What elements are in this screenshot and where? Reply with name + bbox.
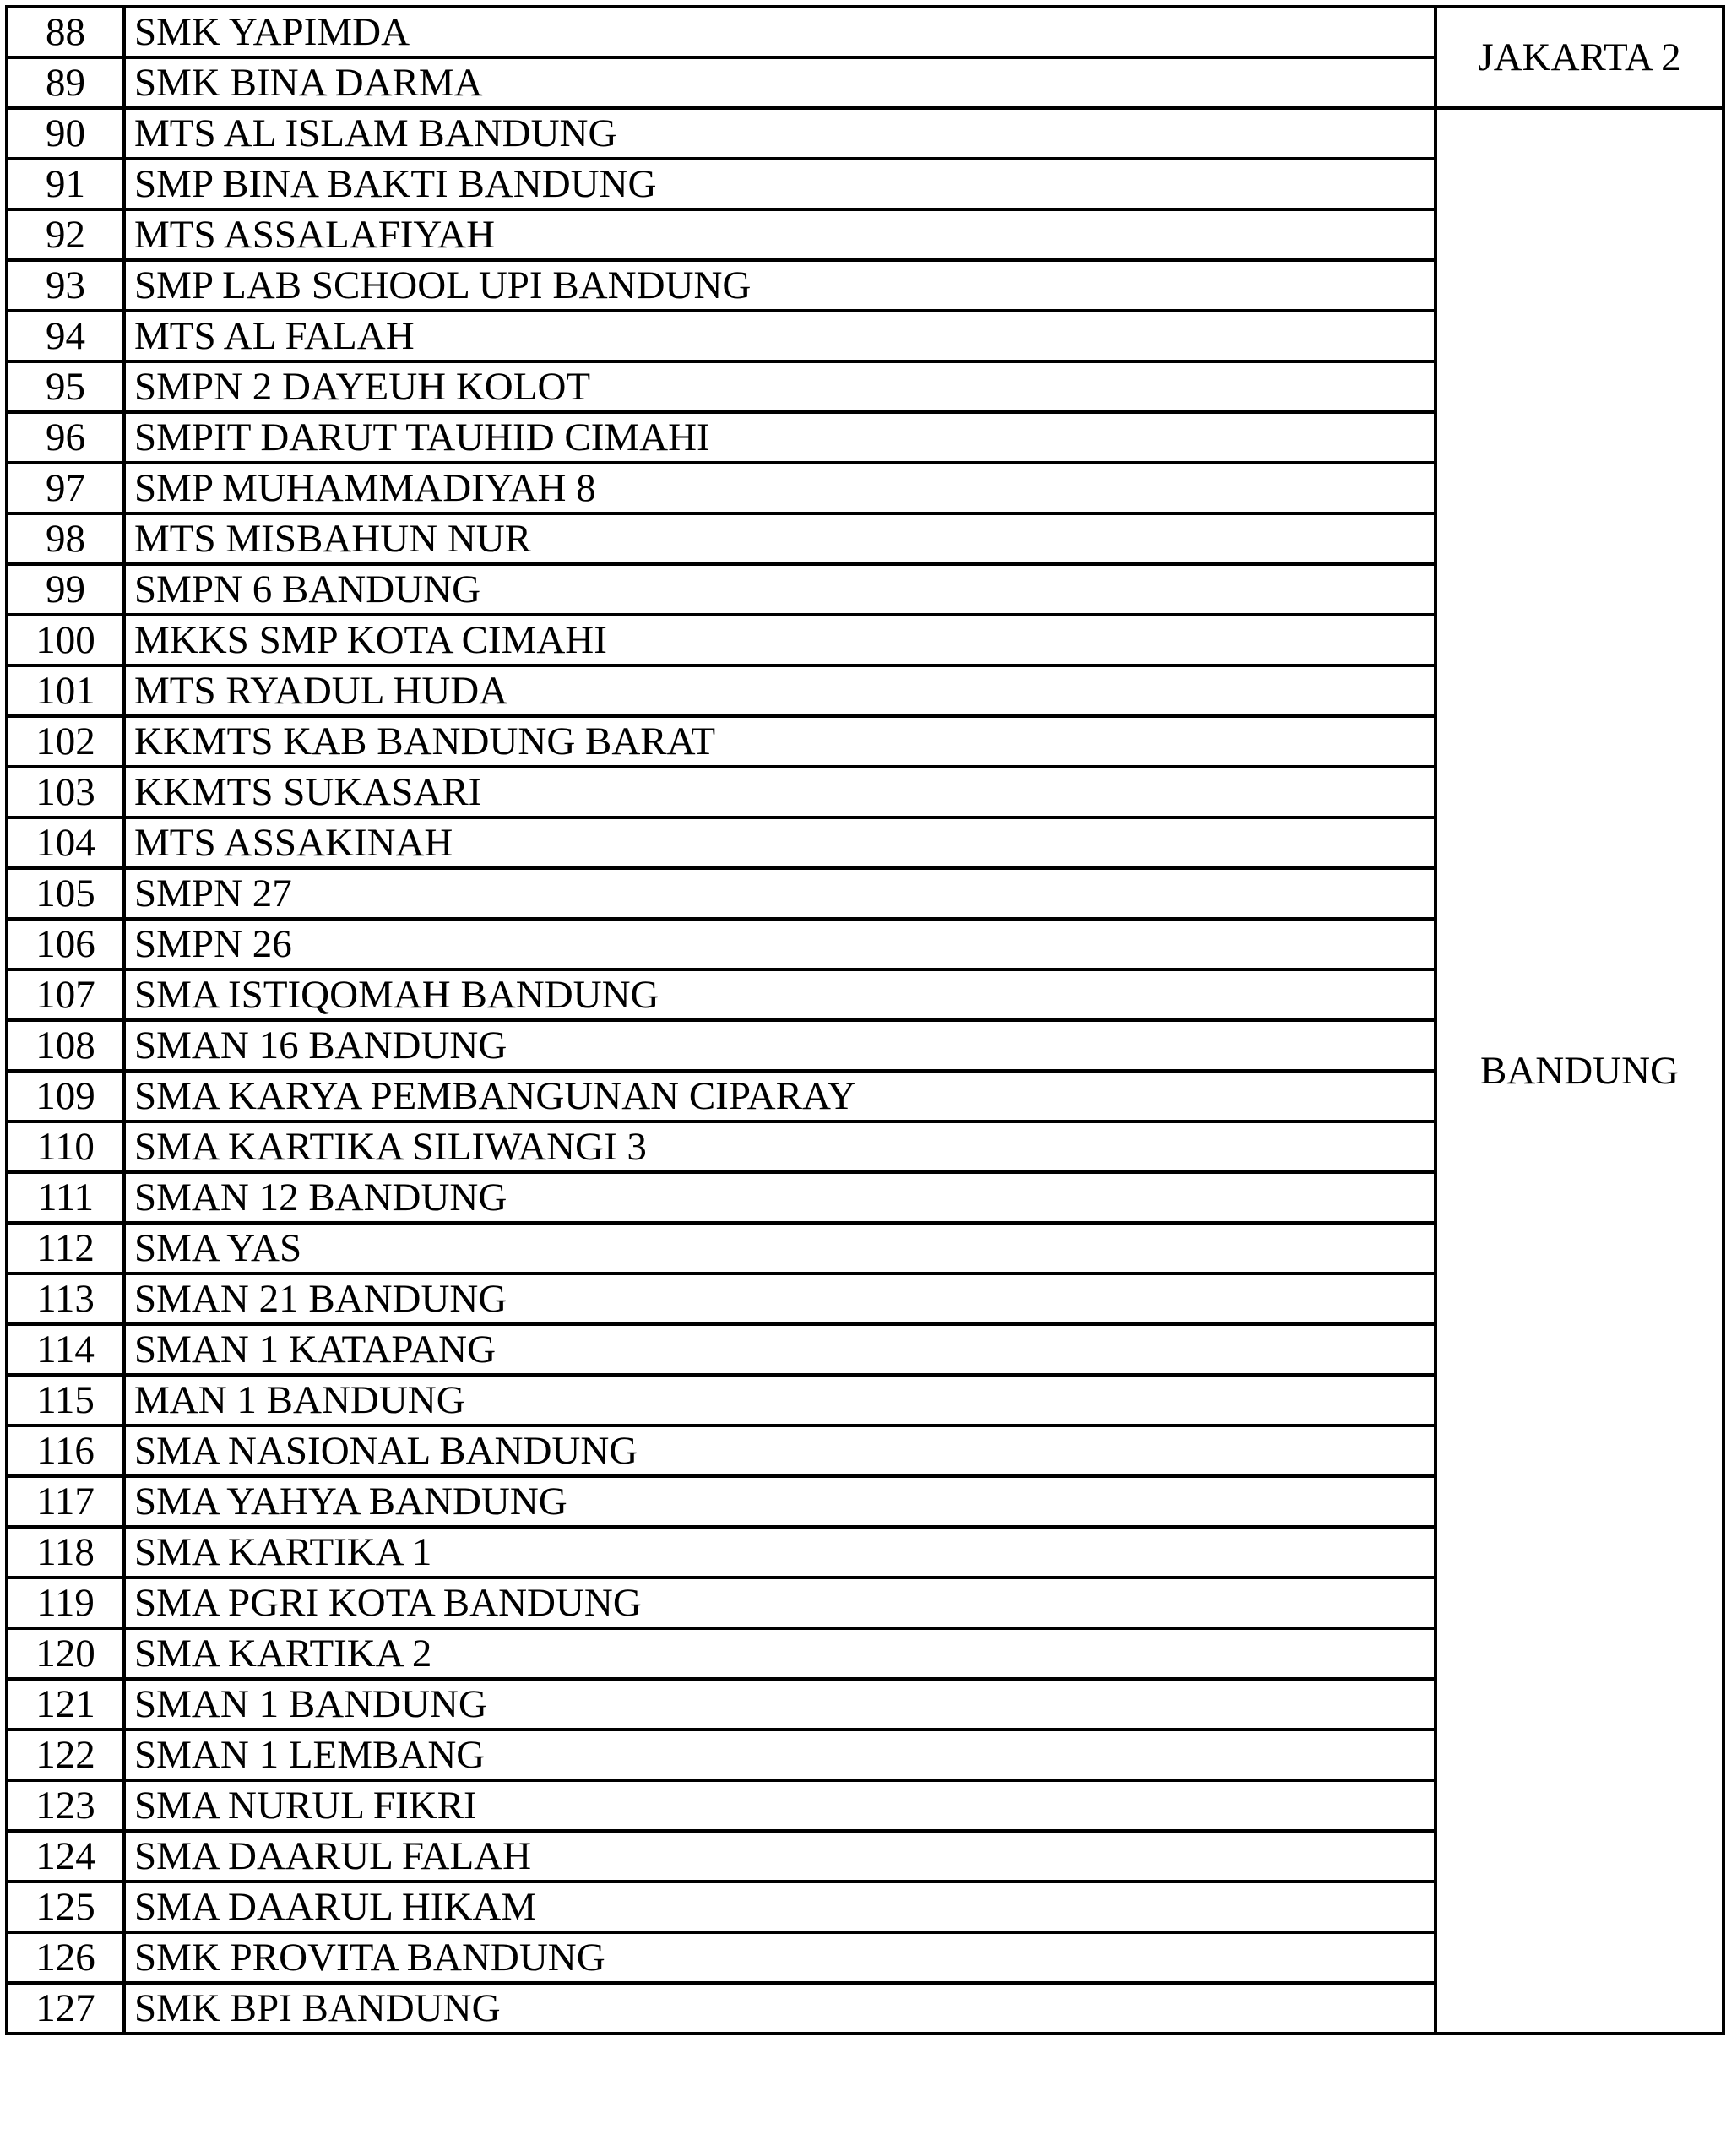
row-number: 103 [7, 767, 124, 817]
row-number: 120 [7, 1628, 124, 1679]
row-number: 127 [7, 1983, 124, 2034]
school-name: SMA NASIONAL BANDUNG [124, 1426, 1436, 1476]
row-number: 113 [7, 1274, 124, 1324]
row-number: 126 [7, 1932, 124, 1983]
school-name: MTS ASSALAFIYAH [124, 209, 1436, 260]
row-number: 94 [7, 311, 124, 361]
school-name: MTS RYADUL HUDA [124, 665, 1436, 716]
school-name: MTS AL ISLAM BANDUNG [124, 108, 1436, 159]
row-number: 108 [7, 1020, 124, 1071]
row-number: 97 [7, 463, 124, 513]
row-number: 88 [7, 7, 124, 57]
school-name: MKKS SMP KOTA CIMAHI [124, 615, 1436, 665]
school-name: SMA DAARUL HIKAM [124, 1882, 1436, 1932]
school-name: SMA KARTIKA 2 [124, 1628, 1436, 1679]
school-name: SMA KARYA PEMBANGUNAN CIPARAY [124, 1071, 1436, 1121]
row-number: 99 [7, 564, 124, 615]
school-name: SMA YAHYA BANDUNG [124, 1476, 1436, 1527]
row-number: 123 [7, 1780, 124, 1831]
school-name: SMPN 6 BANDUNG [124, 564, 1436, 615]
school-name: SMAN 1 BANDUNG [124, 1679, 1436, 1730]
region-cell: BANDUNG [1436, 108, 1723, 2034]
school-name: SMK PROVITA BANDUNG [124, 1932, 1436, 1983]
school-name: SMAN 16 BANDUNG [124, 1020, 1436, 1071]
row-number: 122 [7, 1730, 124, 1780]
row-number: 90 [7, 108, 124, 159]
row-number: 102 [7, 716, 124, 767]
school-name: SMK BPI BANDUNG [124, 1983, 1436, 2034]
school-name: SMAN 21 BANDUNG [124, 1274, 1436, 1324]
school-name: SMP MUHAMMADIYAH 8 [124, 463, 1436, 513]
row-number: 92 [7, 209, 124, 260]
table-row [7, 108, 1723, 159]
row-number: 106 [7, 919, 124, 969]
row-number: 111 [7, 1172, 124, 1223]
row-number: 119 [7, 1578, 124, 1628]
row-number: 104 [7, 817, 124, 868]
school-name: MTS MISBAHUN NUR [124, 513, 1436, 564]
row-number: 95 [7, 361, 124, 412]
row-number: 93 [7, 260, 124, 311]
school-name: SMPN 2 DAYEUH KOLOT [124, 361, 1436, 412]
school-name: SMA YAS [124, 1223, 1436, 1274]
school-name: MAN 1 BANDUNG [124, 1375, 1436, 1426]
school-name: SMA KARTIKA SILIWANGI 3 [124, 1121, 1436, 1172]
school-name: SMA NURUL FIKRI [124, 1780, 1436, 1831]
row-number: 121 [7, 1679, 124, 1730]
row-number: 114 [7, 1324, 124, 1375]
school-list-table [5, 5, 1725, 2035]
school-name: SMP LAB SCHOOL UPI BANDUNG [124, 260, 1436, 311]
row-number: 109 [7, 1071, 124, 1121]
row-number: 100 [7, 615, 124, 665]
row-number: 96 [7, 412, 124, 463]
school-name: SMK BINA DARMA [124, 57, 1436, 108]
row-number: 101 [7, 665, 124, 716]
region-cell: JAKARTA 2 [1436, 7, 1723, 108]
row-number: 89 [7, 57, 124, 108]
school-name: MTS ASSAKINAH [124, 817, 1436, 868]
school-name: SMPIT DARUT TAUHID CIMAHI [124, 412, 1436, 463]
row-number: 118 [7, 1527, 124, 1578]
row-number: 125 [7, 1882, 124, 1932]
school-name: SMA PGRI KOTA BANDUNG [124, 1578, 1436, 1628]
row-number: 112 [7, 1223, 124, 1274]
school-name: SMPN 27 [124, 868, 1436, 919]
row-number: 98 [7, 513, 124, 564]
school-list-body [7, 7, 1723, 2034]
row-number: 116 [7, 1426, 124, 1476]
school-name: SMA DAARUL FALAH [124, 1831, 1436, 1882]
school-name: SMK YAPIMDA [124, 7, 1436, 57]
school-name: KKMTS SUKASARI [124, 767, 1436, 817]
school-name: SMA KARTIKA 1 [124, 1527, 1436, 1578]
school-name: SMAN 1 LEMBANG [124, 1730, 1436, 1780]
school-name: SMPN 26 [124, 919, 1436, 969]
school-name: SMAN 12 BANDUNG [124, 1172, 1436, 1223]
school-name: SMP BINA BAKTI BANDUNG [124, 159, 1436, 209]
row-number: 117 [7, 1476, 124, 1527]
row-number: 124 [7, 1831, 124, 1882]
row-number: 107 [7, 969, 124, 1020]
school-name: SMA ISTIQOMAH BANDUNG [124, 969, 1436, 1020]
school-name: SMAN 1 KATAPANG [124, 1324, 1436, 1375]
row-number: 91 [7, 159, 124, 209]
row-number: 115 [7, 1375, 124, 1426]
school-name: KKMTS KAB BANDUNG BARAT [124, 716, 1436, 767]
row-number: 110 [7, 1121, 124, 1172]
school-name: MTS AL FALAH [124, 311, 1436, 361]
table-row [7, 7, 1723, 57]
row-number: 105 [7, 868, 124, 919]
